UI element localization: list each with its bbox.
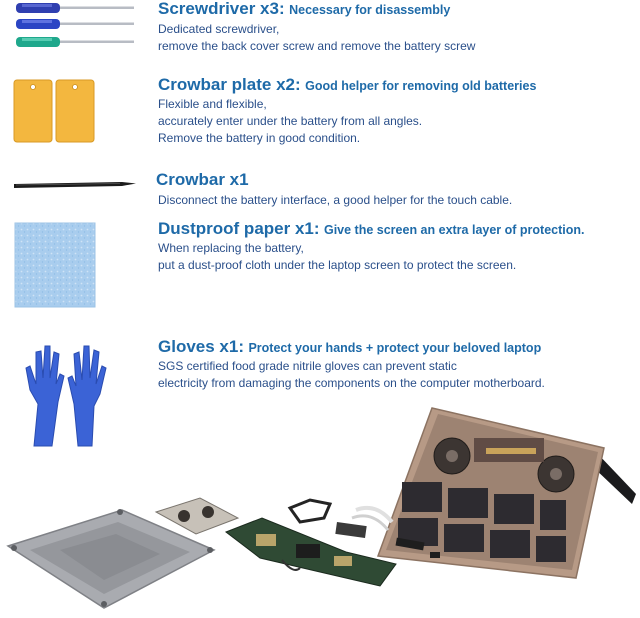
crowbar-title: Crowbar x1 [156, 170, 249, 189]
crowbar-plate-heading [158, 76, 632, 95]
dustproof-paper-line-1: When replacing the battery, [158, 240, 304, 255]
dustproof-paper-heading [158, 220, 632, 239]
crowbar-line-1: Disconnect the battery interface, a good helper for the touch cable. [158, 192, 513, 207]
screwdriver-2 [16, 19, 134, 29]
laptop-open-interior [378, 408, 636, 578]
gloves-line-2: electricity from damaging the components on the computer motherboard. [158, 375, 545, 390]
gloves-subtitle: Protect your hands + protect your beloved laptop [248, 341, 542, 355]
gloves-title: Gloves x1: [158, 337, 244, 356]
dustproof-paper-line-2: put a dust-proof cloth under the laptop screen to protect the screen. [158, 257, 517, 272]
dustproof-paper-title: Dustproof paper x1: [158, 219, 320, 238]
crowbar-plate-subtitle: Good helper for removing old batteries [305, 79, 537, 93]
crowbar-icon [12, 176, 142, 196]
crowbar-plate-line-1: Flexible and flexible, [158, 96, 267, 111]
screwdriver-icon [8, 0, 148, 60]
crowbar-section [0, 168, 640, 208]
screwdriver-3 [16, 37, 134, 47]
dustproof-paper-subtitle: Give the screen an extra layer of protection. [323, 223, 585, 237]
crowbar-plate-1 [14, 80, 52, 142]
crowbar-plate-2 [56, 80, 94, 142]
logic-board [226, 518, 396, 586]
gloves-line-1: SGS certified food grade nitrile gloves can prevent static [158, 358, 457, 373]
screwdriver-heading [158, 0, 632, 19]
crowbar-plate-title: Crowbar plate x2: [158, 75, 301, 94]
screwdriver-line-2: remove the back cover screw and remove the battery screw [158, 38, 476, 53]
screwdriver-title: Screwdriver x3: [158, 0, 285, 18]
crowbar-plate-line-3: Remove the battery in good condition. [158, 130, 361, 145]
crowbar-heading [156, 171, 632, 190]
crowbar-plate-icon [12, 78, 102, 144]
disassembled-laptop-image [0, 400, 640, 618]
dustproof-paper-section [0, 216, 640, 312]
screwdriver-subtitle: Necessary for disassembly [289, 3, 451, 17]
gloves-heading [158, 338, 632, 357]
dustproof-paper-icon [14, 222, 96, 308]
screwdriver-section [0, 0, 640, 60]
crowbar-plate-line-2: accurately enter under the battery from all angles. [158, 113, 423, 128]
screwdriver-1 [16, 3, 134, 13]
screwdriver-line-1: Dedicated screwdriver, [158, 21, 280, 36]
speaker-module [156, 498, 238, 534]
crowbar-plate-section [0, 72, 640, 152]
